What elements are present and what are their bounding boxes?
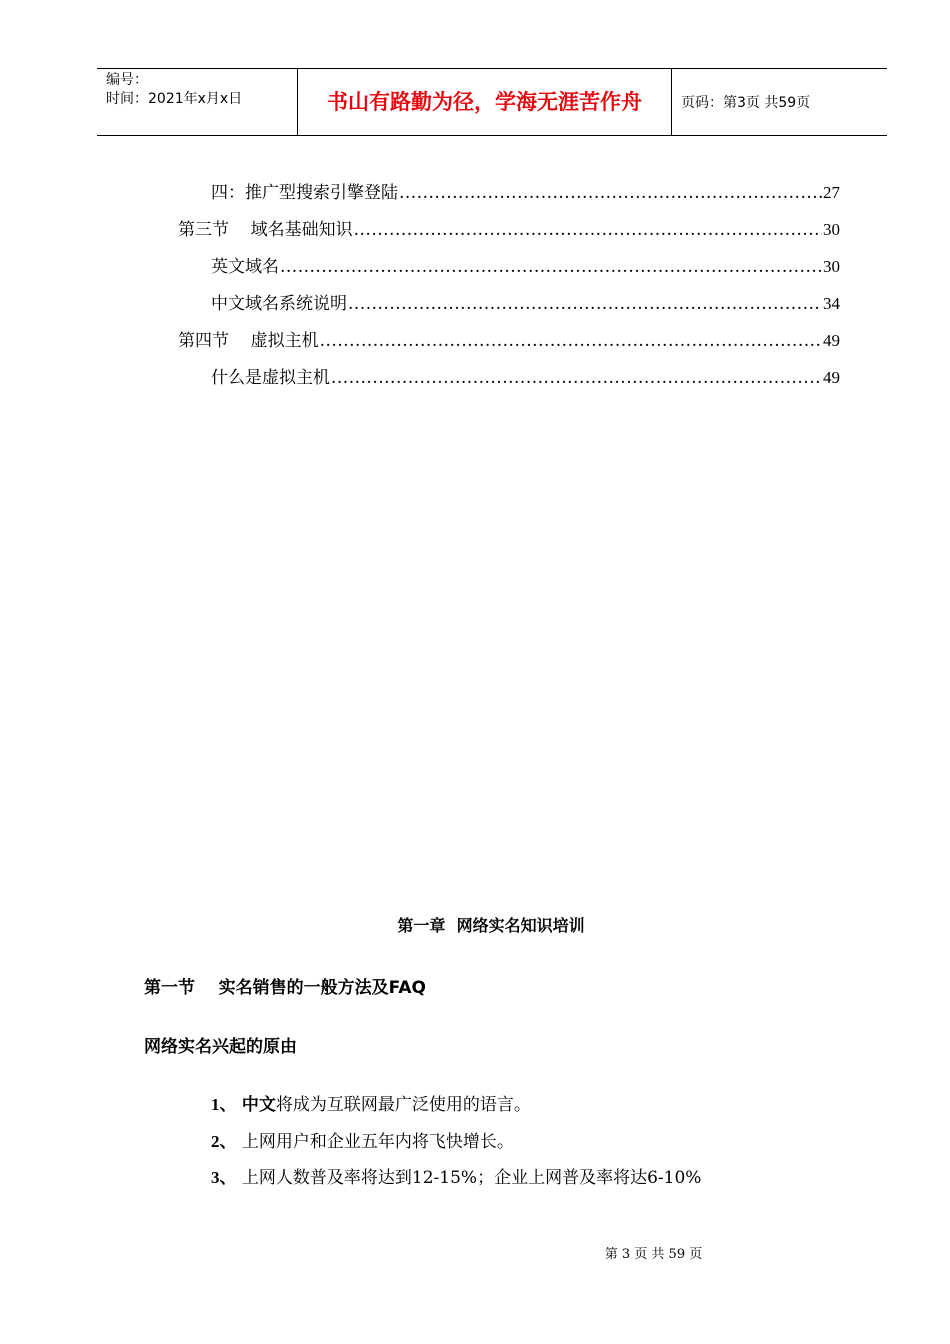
toc-entry[interactable] [178, 218, 840, 242]
subheading: 网络实名兴起的原由 [144, 1037, 297, 1057]
toc-entry-label: 第三节 域名基础知识 [178, 220, 353, 240]
toc-entry-page: 34 [823, 294, 840, 313]
toc-entry-page: 30 [823, 257, 840, 276]
toc-entry-page: 49 [823, 368, 840, 387]
header-page-info: 页码：第3页 共59页 [681, 95, 811, 111]
header-bottom-rule [97, 135, 887, 136]
toc-leader-dots [331, 366, 822, 390]
list-item-text: 上网人数普及率将达到12-15%；企业上网普及率将达6-10% [241, 1168, 702, 1188]
list-item-emphasis: 中文 [241, 1095, 276, 1115]
list-item-number: 3、 [211, 1168, 237, 1187]
toc-entry[interactable] [211, 255, 840, 279]
toc-leader-dots [320, 329, 822, 353]
header-time-label: 时间：2021年x月x日 [106, 91, 243, 107]
header-divider-right [671, 68, 672, 136]
page-footer: 第 3 页 共 59 页 [604, 1247, 703, 1262]
toc-entry-label: 英文域名 [211, 257, 279, 277]
header-code-label: 编号： [106, 72, 148, 88]
header-top-rule [97, 68, 887, 69]
list-item [211, 1166, 701, 1190]
toc-entry-page: 27 [823, 183, 840, 202]
chapter-title: 第一章 网络实名知识培训 [397, 916, 585, 935]
toc-leader-dots [354, 218, 822, 242]
list-item [211, 1093, 531, 1117]
toc-entry-page: 49 [823, 331, 840, 350]
toc-entry[interactable] [178, 329, 840, 353]
toc-entry-page: 30 [823, 220, 840, 239]
toc-entry[interactable] [211, 366, 840, 390]
list-item-text: 将成为互联网最广泛使用的语言。 [275, 1095, 531, 1115]
toc-entry-label: 第四节 虚拟主机 [178, 331, 319, 351]
list-item-number: 1、 [211, 1095, 237, 1114]
toc-entry-label: 四：推广型搜索引擎登陆 [211, 183, 398, 203]
toc-entry-label: 中文域名系统说明 [211, 294, 347, 314]
list-item-number: 2、 [211, 1132, 237, 1151]
header-motto: 书山有路勤为径，学海无涯苦作舟 [327, 90, 642, 114]
toc-leader-dots [399, 181, 822, 205]
toc-entry[interactable] [211, 292, 840, 316]
toc-leader-dots [348, 292, 822, 316]
section-title: 第一节 实名销售的一般方法及FAQ [144, 978, 426, 998]
list-item [211, 1130, 514, 1154]
toc-leader-dots [280, 255, 822, 279]
toc-entry[interactable] [211, 181, 840, 205]
toc-entry-label: 什么是虚拟主机 [211, 368, 330, 388]
list-item-text: 上网用户和企业五年内将飞快增长。 [241, 1132, 514, 1152]
